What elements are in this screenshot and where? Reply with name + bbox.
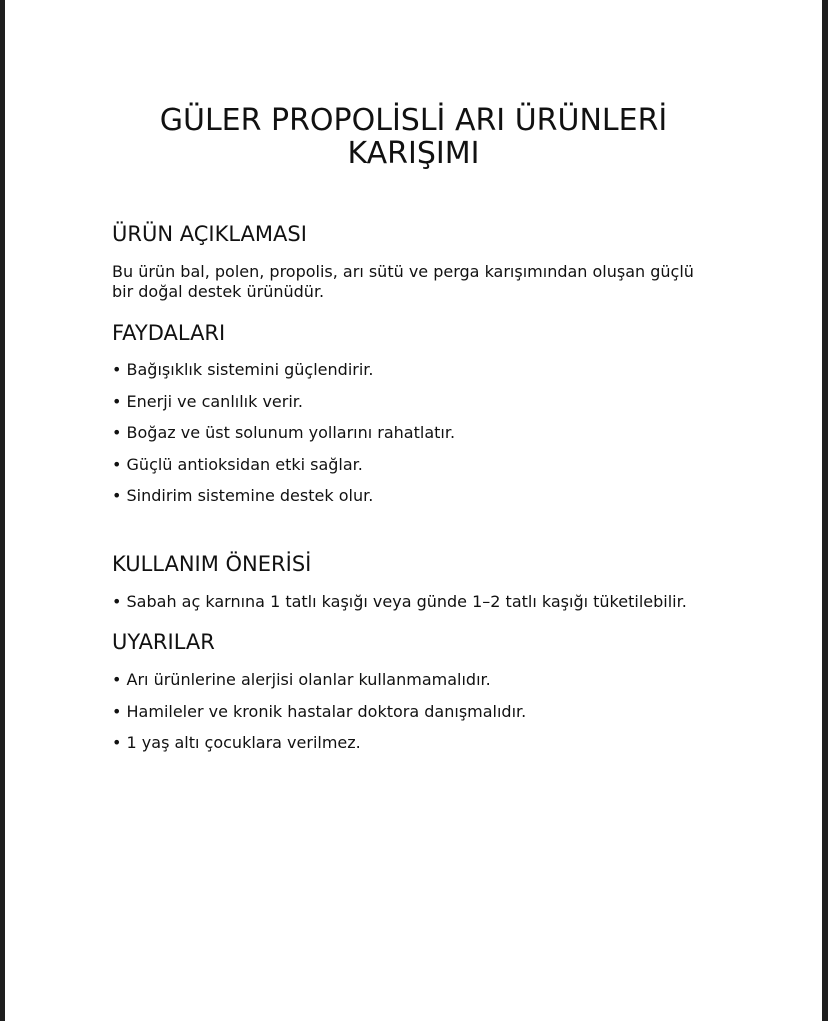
benefit-item: • Sindirim sistemine destek olur. bbox=[112, 486, 374, 505]
document-title bbox=[5, 104, 822, 170]
warning-item: • 1 yaş altı çocuklara verilmez. bbox=[112, 733, 361, 752]
document-page bbox=[5, 0, 822, 1021]
title-line: GÜLER PROPOLİSLİ ARI ÜRÜNLERİ bbox=[159, 103, 668, 138]
benefit-item: • Bağışıklık sistemini güçlendirir. bbox=[112, 360, 374, 379]
usage-item: • Sabah aç karnına 1 tatlı kaşığı veya günde 1–2 tatlı kaşığı tüketilebilir. bbox=[112, 592, 687, 611]
warning-item: • Arı ürünlerine alerjisi olanlar kullanmamalıdır. bbox=[112, 670, 491, 689]
benefit-item: • Güçlü antioksidan etki sağlar. bbox=[112, 455, 363, 474]
description-line: bir doğal destek ürünüdür. bbox=[112, 282, 325, 301]
title-line: KARIŞIMI bbox=[347, 136, 480, 171]
section-heading-benefits: FAYDALARI bbox=[112, 321, 226, 345]
benefit-item: • Enerji ve canlılık verir. bbox=[112, 392, 303, 411]
section-heading-description: ÜRÜN AÇIKLAMASI bbox=[112, 222, 307, 246]
section-heading-warnings: UYARILAR bbox=[112, 630, 215, 654]
description-line: Bu ürün bal, polen, propolis, arı sütü ve perga karışımından oluşan güçlü bbox=[112, 262, 694, 281]
warning-item: • Hamileler ve kronik hastalar doktora danışmalıdır. bbox=[112, 702, 527, 721]
section-heading-usage: KULLANIM ÖNERİSİ bbox=[112, 552, 312, 576]
benefit-item: • Boğaz ve üst solunum yollarını rahatlatır. bbox=[112, 423, 456, 442]
